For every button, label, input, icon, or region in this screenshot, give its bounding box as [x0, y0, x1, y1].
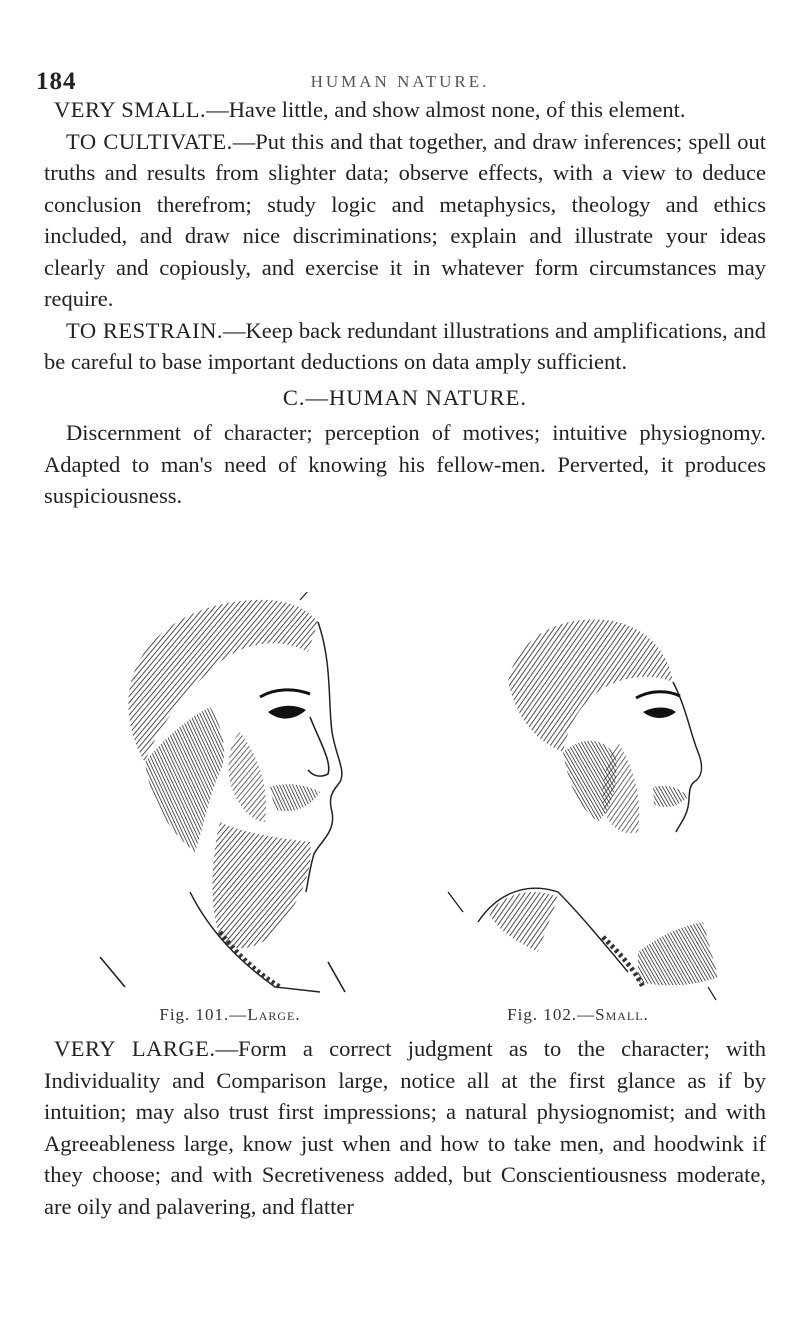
- bottom-text-block: [44, 1033, 766, 1222]
- caption-size: Large.: [247, 1005, 301, 1024]
- figures-row: [60, 592, 760, 1032]
- figure-caption-small: [418, 1005, 738, 1025]
- engraving-large-icon: [70, 592, 390, 1002]
- running-title: HUMAN NATURE.: [310, 72, 490, 91]
- caption-size: Small.: [595, 1005, 649, 1024]
- paragraph-to-cultivate: [44, 126, 766, 315]
- engraving-small-icon: [418, 592, 738, 1002]
- top-text-block: [44, 94, 766, 512]
- paragraph-to-restrain: [44, 315, 766, 378]
- section-description: Discernment of character; perception of motives; intuitive physiognomy. Adapted to man's need of knowing his fellow-men. Perverted, it produces suspiciousness.: [44, 420, 766, 508]
- caption-label: Fig. 102.—: [507, 1005, 596, 1024]
- paragraph-term: TO RESTRAIN.: [66, 317, 224, 343]
- figure-small: [418, 592, 738, 1032]
- page-number: 184: [36, 68, 77, 95]
- figure-caption-large: [70, 1005, 390, 1025]
- caption-label: Fig. 101.—: [159, 1005, 248, 1024]
- paragraph-term: VERY LARGE.: [54, 1036, 216, 1061]
- section-title: C.—HUMAN NATURE.: [282, 384, 528, 410]
- paragraph-very-small: [44, 94, 766, 126]
- paragraph-very-large: [44, 1033, 766, 1222]
- paragraph-text: —Put this and that together, and draw inferences; spell out truths and results from slighter data; observe effects, with a view to deduce conclusion therefrom; study logic and metaphysics, theology and ethics included, and draw nice discriminations; explain and illustrate your ideas clearly and copiously, and exercise it in whatever form circumstances may require.: [44, 128, 766, 311]
- figure-large: [70, 592, 390, 1032]
- paragraph-text: —Have little, and show almost none, of this element.: [206, 97, 686, 122]
- paragraph-text: —Form a correct judgment as to the character; with Individuality and Comparison large, notice all at the first glance as if by intuition; may also trust first impressions; a natural physiognomist; and with Agreeableness large, know just when and how to take men, and hoodwink if they choose; and with Secretiveness added, but Conscientiousness moderate, are oily and palavering, and flatter: [44, 1036, 766, 1219]
- paragraph-text: —Keep back redundant illustrations and amplifications, and be careful to base important deductions on data amply sufficient.: [44, 317, 766, 374]
- paragraph-term: TO CULTIVATE.: [66, 128, 233, 154]
- paragraph-term: VERY SMALL.: [54, 97, 207, 122]
